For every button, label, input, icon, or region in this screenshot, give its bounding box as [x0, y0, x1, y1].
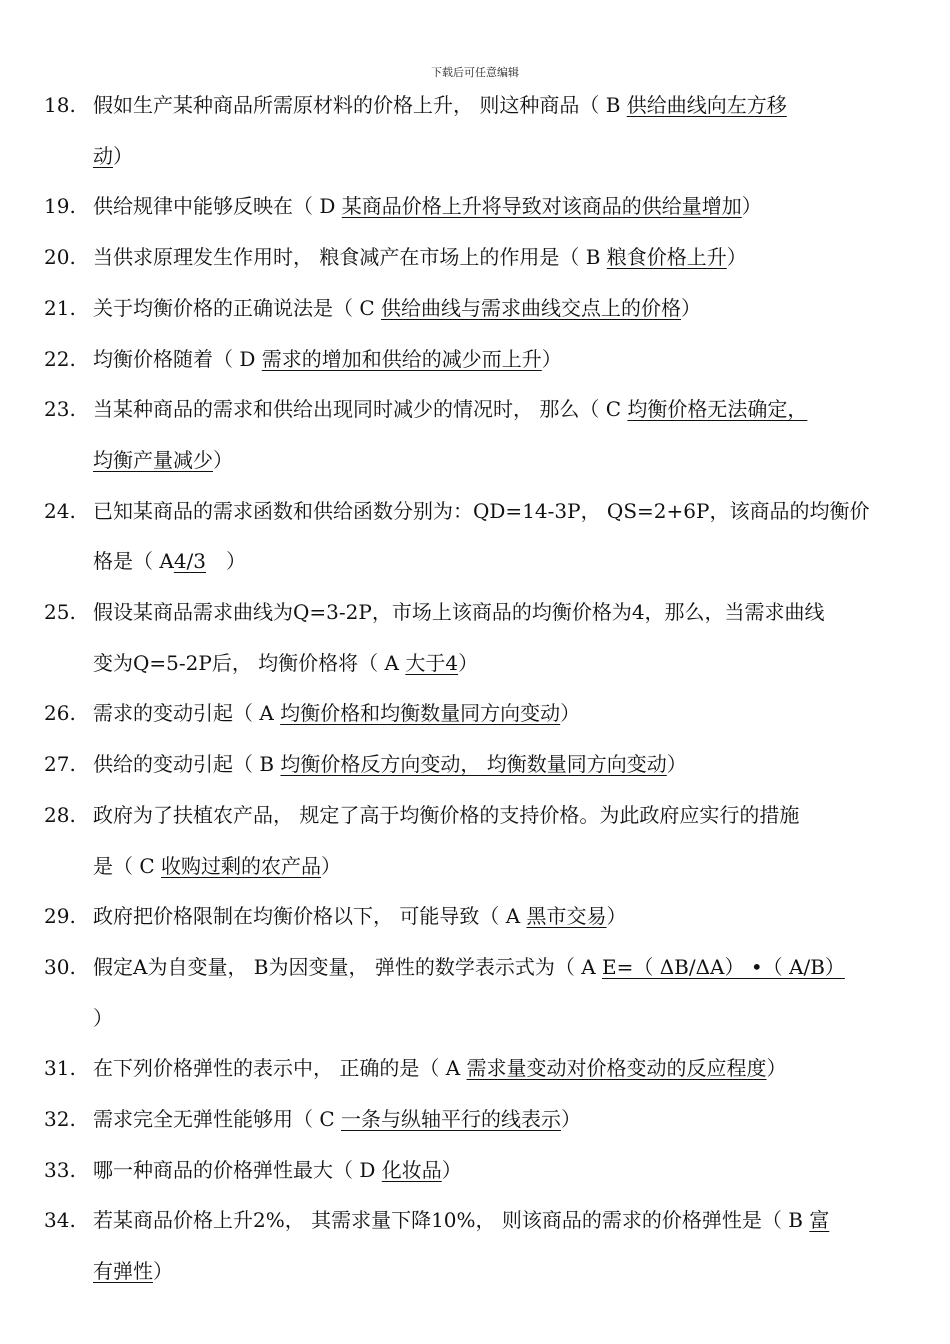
question-text: ） — [741, 194, 762, 219]
question-text: 需求的变动引起（ A — [93, 701, 281, 726]
question-text: 政府为了扶植农产品， 规定了高于均衡价格的支持价格。为此政府应实行的措施 — [93, 802, 800, 827]
question-number: 26. — [44, 701, 76, 726]
question-number: 31. — [44, 1056, 76, 1081]
question-text: ） — [561, 1107, 582, 1132]
question-text: ） — [321, 853, 342, 878]
question-line — [93, 384, 910, 435]
answer-text: 供给曲线与需求曲线交点上的价格 — [381, 295, 682, 320]
question-line — [93, 790, 910, 841]
question-number: 24. — [44, 498, 76, 523]
question-text: 哪一种商品的价格弹性最大（ D — [93, 1157, 382, 1182]
question-number: 21. — [44, 295, 76, 320]
question-line — [93, 1195, 910, 1246]
answer-text: 化妆品 — [381, 1157, 442, 1182]
question-31 — [0, 1043, 950, 1094]
question-line — [93, 334, 910, 385]
question-line — [93, 1246, 910, 1297]
question-24 — [0, 486, 950, 587]
question-20 — [0, 232, 950, 283]
question-line — [93, 942, 910, 993]
answer-text: 粮食价格上升 — [606, 245, 727, 270]
question-line — [93, 1145, 910, 1196]
question-32 — [0, 1094, 950, 1145]
question-27 — [0, 739, 950, 790]
answer-text: 富 — [809, 1208, 830, 1233]
question-text: 假设某商品需求曲线为Q=3-2P，市场上该商品的均衡价格为4，那么，当需求曲线 — [93, 600, 825, 625]
question-text: 关于均衡价格的正确说法是（ C — [93, 295, 382, 320]
question-text: ） — [93, 1005, 113, 1030]
question-text: 在下列价格弹性的表示中， 正确的是（ A — [93, 1056, 467, 1081]
answer-text: 均衡价格和均衡数量同方向变动 — [280, 701, 561, 726]
question-number: 23. — [44, 397, 76, 422]
question-line — [93, 587, 910, 638]
question-text: 需求完全无弹性能够用（ C — [93, 1107, 342, 1132]
question-text: 假如生产某种商品所需原材料的价格上升， 则这种商品（ B — [93, 93, 627, 117]
question-number: 34. — [44, 1208, 76, 1233]
question-text: 若某商品价格上升2%， 其需求量下降10%， 则该商品的需求的价格弹性是（ B — [93, 1208, 810, 1233]
question-line — [93, 638, 910, 689]
question-text: 假定A为自变量， B为因变量， 弹性的数学表示式为（ A — [93, 954, 603, 979]
question-line — [93, 1094, 910, 1145]
question-line — [93, 841, 910, 892]
question-text: 格是（ A — [93, 549, 174, 574]
answer-text: 大于4 — [405, 650, 459, 675]
question-text: ） — [766, 1056, 787, 1081]
question-number: 30. — [44, 954, 76, 979]
question-23 — [0, 384, 950, 485]
answer-text: 需求量变动对价格变动的反应程度 — [466, 1056, 767, 1081]
question-text: 已知某商品的需求函数和供给函数分别为：QD=14-3P， QS=2+6P，该商品的均衡价 — [93, 498, 870, 523]
question-text: 政府把价格限制在均衡价格以下， 可能导致（ A — [93, 904, 527, 929]
page-header: 下载后可任意编辑 — [431, 66, 519, 79]
question-number: 22. — [44, 346, 76, 371]
question-number: 27. — [44, 752, 76, 777]
question-line — [93, 739, 910, 790]
question-22 — [0, 334, 950, 385]
question-list — [0, 80, 950, 1297]
question-text: 当供求原理发生作用时， 粮食减产在市场上的作用是（ B — [93, 245, 607, 270]
question-number: 18. — [44, 93, 76, 117]
answer-text: 黑市交易 — [526, 904, 607, 929]
question-line — [93, 435, 910, 486]
answer-text: 均衡价格无法确定， — [627, 397, 808, 422]
question-text: ） — [560, 701, 581, 726]
question-text: 均衡价格随着（ D — [93, 346, 262, 371]
question-text: 是（ C — [93, 853, 162, 878]
answer-text: 均衡产量减少 — [93, 447, 213, 472]
answer-text: 需求的增加和供给的减少而上升 — [261, 346, 542, 371]
question-text: 变为Q=5-2P后， 均衡价格将（ A — [93, 650, 406, 675]
question-text: ） — [606, 904, 627, 929]
question-text: 供给的变动引起（ B — [93, 752, 281, 777]
question-text: ） — [153, 1259, 173, 1284]
question-line — [93, 688, 910, 739]
question-number: 32. — [44, 1107, 76, 1132]
question-21 — [0, 283, 950, 334]
question-number: 19. — [44, 194, 76, 219]
question-line — [93, 1043, 910, 1094]
question-number: 20. — [44, 245, 76, 270]
answer-text: 有弹性 — [93, 1259, 153, 1284]
question-text: ） — [541, 346, 562, 371]
answer-text: 均衡价格反方向变动， 均衡数量同方向变动 — [280, 752, 667, 777]
question-text: 当某种商品的需求和供给出现同时减少的情况时， 那么（ C — [93, 397, 628, 422]
question-26 — [0, 688, 950, 739]
question-text: ） — [113, 143, 133, 168]
question-18 — [0, 80, 950, 181]
question-line — [93, 891, 910, 942]
answer-text: 收购过剩的农产品 — [161, 853, 322, 878]
question-text: 供给规律中能够反映在（ D — [93, 194, 342, 219]
question-text: ） — [206, 549, 246, 574]
answer-text: 某商品价格上升将导致对该商品的供给量增加 — [341, 194, 742, 219]
question-30 — [0, 942, 950, 1043]
answer-text: 4/3 — [173, 549, 206, 574]
question-line — [93, 131, 910, 182]
answer-text: 供给曲线向左方移 — [626, 93, 787, 117]
question-line — [93, 486, 910, 537]
question-line — [93, 283, 910, 334]
question-text: ） — [458, 650, 479, 675]
question-line — [93, 232, 910, 283]
question-line — [93, 993, 910, 1044]
question-text: ） — [681, 295, 702, 320]
question-line — [93, 536, 910, 587]
answer-text: E=（ ΔB/ΔA） •（ A/B） — [602, 954, 845, 979]
question-text: ） — [666, 752, 687, 777]
question-text: ） — [726, 245, 747, 270]
question-line — [93, 80, 910, 131]
question-34 — [0, 1195, 950, 1296]
question-number: 25. — [44, 600, 76, 625]
question-number: 33. — [44, 1157, 76, 1182]
question-line — [93, 181, 910, 232]
answer-text: 动 — [93, 143, 113, 168]
question-28 — [0, 790, 950, 891]
question-29 — [0, 891, 950, 942]
question-number: 28. — [44, 802, 76, 827]
answer-text: 一条与纵轴平行的线表示 — [341, 1107, 562, 1132]
question-text: ） — [213, 447, 233, 472]
question-number: 29. — [44, 904, 76, 929]
question-19 — [0, 181, 950, 232]
question-25 — [0, 587, 950, 688]
question-33 — [0, 1145, 950, 1196]
question-text: ） — [441, 1157, 462, 1182]
